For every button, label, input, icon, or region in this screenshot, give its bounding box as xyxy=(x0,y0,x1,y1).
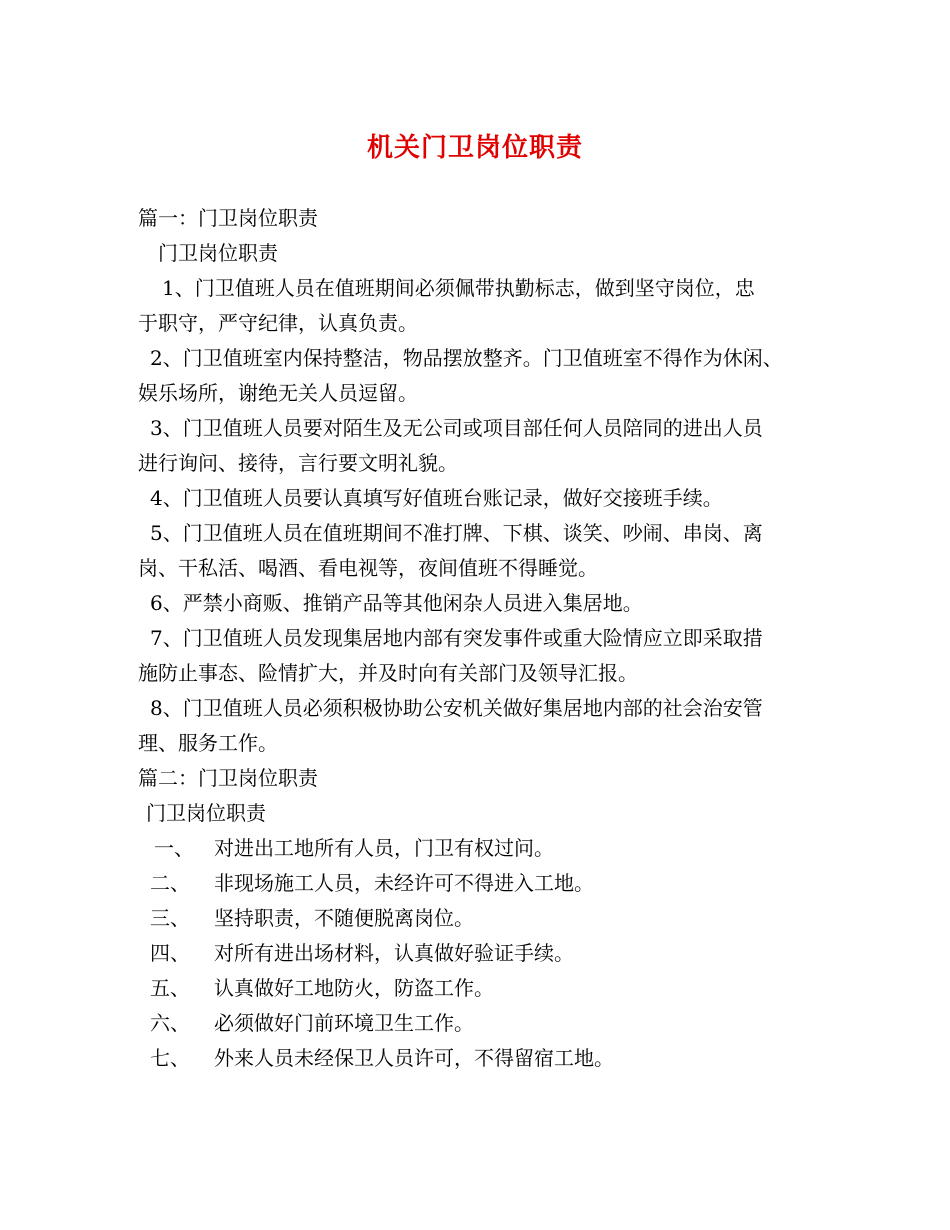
item-text: 对所有进出场材料，认真做好验证手续。 xyxy=(214,941,574,965)
document-title: 机关门卫岗位职责 xyxy=(366,133,583,163)
item-text: 必须做好门前环境卫生工作。 xyxy=(214,1011,474,1035)
item-text: 认真做好工地防火，防盗工作。 xyxy=(214,976,494,1000)
section1-heading: 篇一：门卫岗位职责 xyxy=(138,206,318,230)
section1-line: 6、严禁小商贩、推销产品等其他闲杂人员进入集居地。 xyxy=(150,591,643,615)
document-body xyxy=(138,201,818,1076)
item-number: 七、 xyxy=(150,1046,190,1070)
section2-item xyxy=(138,866,818,901)
section1-line: 进行询问、接待，言行要文明礼貌。 xyxy=(138,451,458,475)
section2-item xyxy=(138,1006,818,1041)
section1-line: 岗、干私活、喝酒、看电视等，夜间值班不得睡觉。 xyxy=(138,556,598,580)
section1-line: 2、门卫值班室内保持整洁，物品摆放整齐。门卫值班室不得作为休闲、 xyxy=(150,346,783,370)
section2-subheading: 门卫岗位职责 xyxy=(146,801,266,825)
item-number: 二、 xyxy=(150,871,190,895)
section1-line: 娱乐场所，谢绝无关人员逗留。 xyxy=(138,381,418,405)
section1-line: 理、服务工作。 xyxy=(138,731,278,755)
item-number: 四、 xyxy=(150,941,190,965)
section2-item xyxy=(138,831,818,866)
section1-line: 8、门卫值班人员必须积极协助公安机关做好集居地内部的社会治安管 xyxy=(150,696,763,720)
item-text: 对进出工地所有人员，门卫有权过问。 xyxy=(214,836,554,860)
item-number: 五、 xyxy=(150,976,190,1000)
section2-item xyxy=(138,936,818,971)
section2-heading: 篇二：门卫岗位职责 xyxy=(138,766,318,790)
item-number: 一、 xyxy=(154,836,194,860)
section2-item xyxy=(138,971,818,1006)
section1-line: 施防止事态、险情扩大，并及时向有关部门及领导汇报。 xyxy=(138,661,638,685)
section1-line: 1、门卫值班人员在值班期间必须佩带执勤标志，做到坚守岗位，忠 xyxy=(162,276,755,300)
item-text: 外来人员未经保卫人员许可，不得留宿工地。 xyxy=(214,1046,614,1070)
section1-line: 4、门卫值班人员要认真填写好值班台账记录，做好交接班手续。 xyxy=(150,486,723,510)
item-text: 非现场施工人员，未经许可不得进入工地。 xyxy=(214,871,594,895)
item-number: 六、 xyxy=(150,1011,190,1035)
item-text: 坚持职责，不随便脱离岗位。 xyxy=(214,906,474,930)
section1-line: 于职守，严守纪律，认真负责。 xyxy=(138,311,418,335)
section1-line: 3、门卫值班人员要对陌生及无公司或项目部任何人员陪同的进出人员 xyxy=(150,416,763,440)
section2-item xyxy=(138,901,818,936)
section2-item xyxy=(138,1041,818,1076)
item-number: 三、 xyxy=(150,906,190,930)
section1-line: 7、门卫值班人员发现集居地内部有突发事件或重大险情应立即采取措 xyxy=(150,626,763,650)
section1-line: 5、门卫值班人员在值班期间不准打牌、下棋、谈笑、吵闹、串岗、离 xyxy=(150,521,763,545)
section1-subheading: 门卫岗位职责 xyxy=(158,241,278,265)
